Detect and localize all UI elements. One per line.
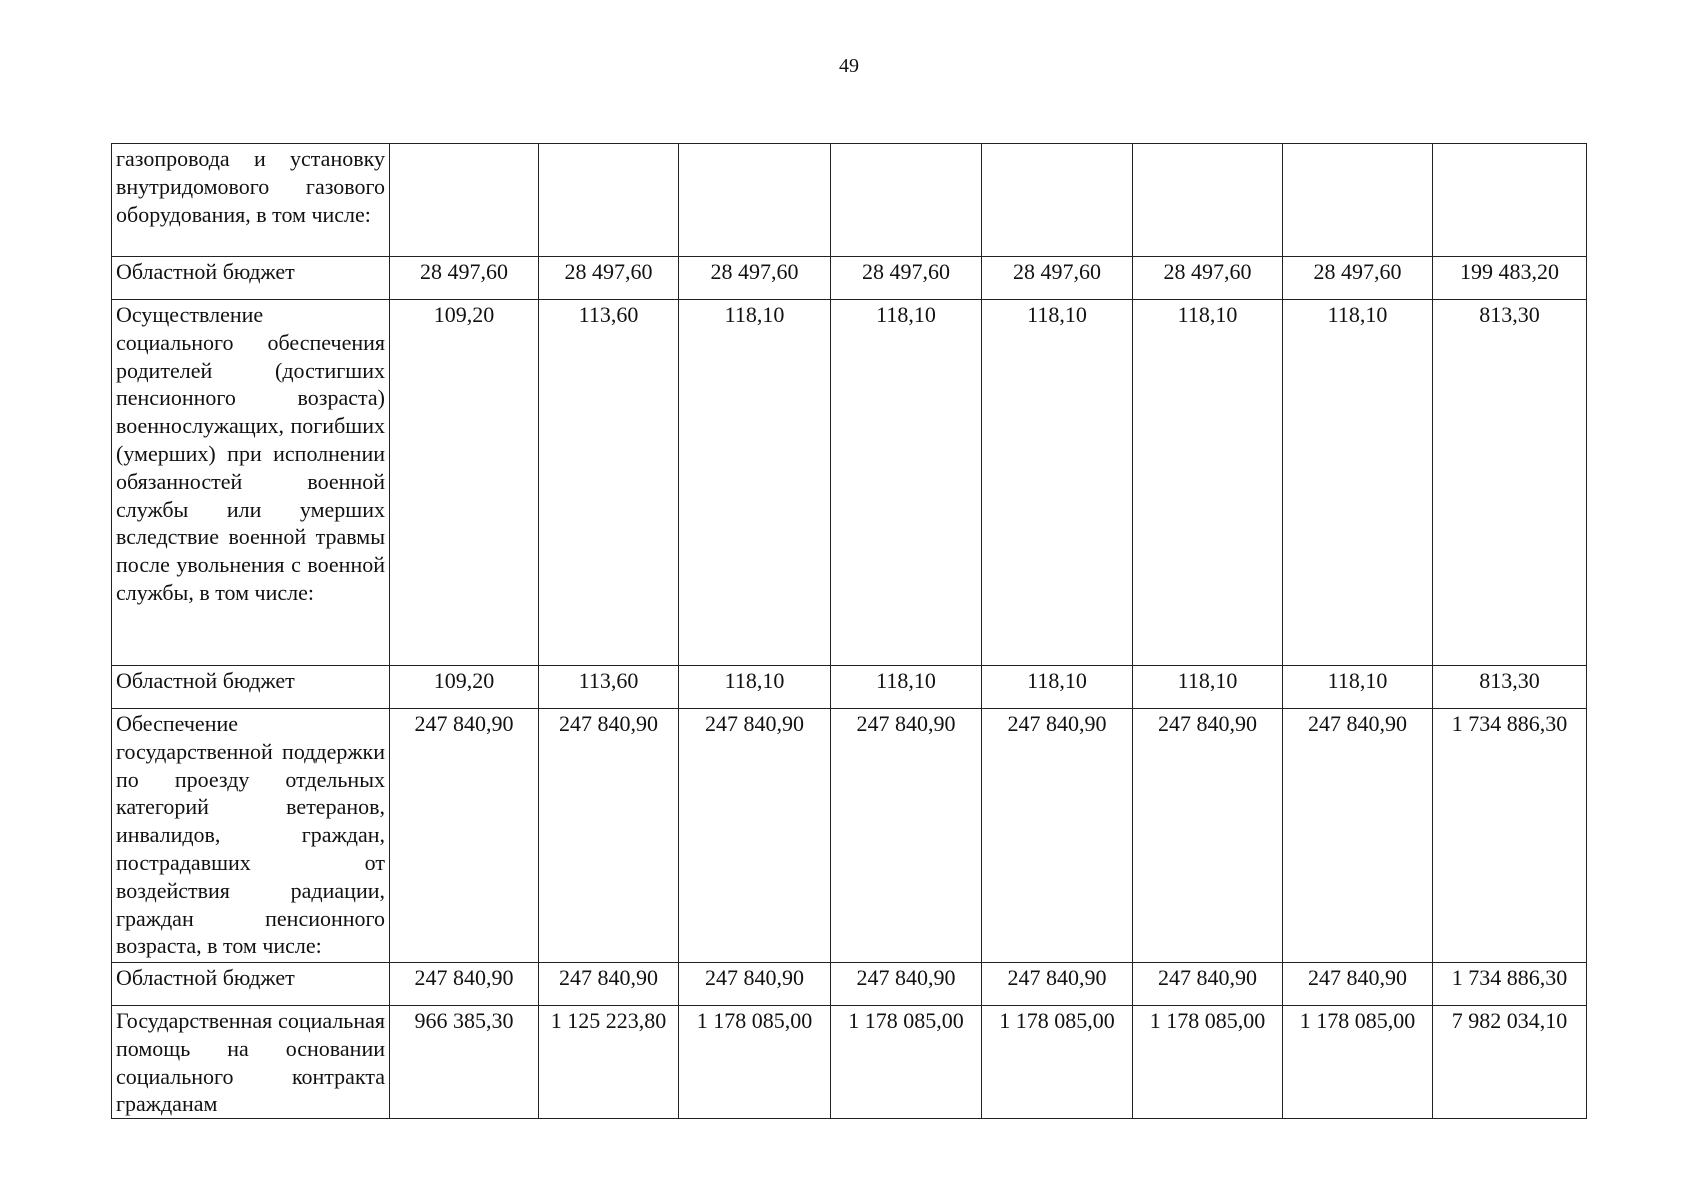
- total-cell: 813,30: [1433, 666, 1587, 709]
- value-cell: 1 178 085,00: [1133, 1006, 1283, 1119]
- value-cell: 247 840,90: [1133, 963, 1283, 1006]
- value-cell: 247 840,90: [982, 709, 1133, 963]
- value-cell: 28 497,60: [831, 257, 982, 300]
- value-cell: [390, 144, 539, 257]
- value-cell: 109,20: [390, 300, 539, 666]
- table-row: [112, 144, 1587, 257]
- table-row: [112, 300, 1587, 666]
- value-cell: 247 840,90: [1133, 709, 1283, 963]
- value-cell: 247 840,90: [831, 963, 982, 1006]
- row-description: Областной бюджет: [112, 963, 390, 1006]
- row-description: Осуществление социального обеспечения родителей (достигших пенсионного возраста) военнослужащих, погибших (умерших) при исполнении обязанностей военной службы или умерших вследствие военной травмы после увольнения с военной службы, в том числе:: [112, 300, 390, 666]
- value-cell: 118,10: [1133, 666, 1283, 709]
- value-cell: 118,10: [831, 666, 982, 709]
- value-cell: 28 497,60: [539, 257, 679, 300]
- total-cell: 199 483,20: [1433, 257, 1587, 300]
- table-row: [112, 1006, 1587, 1119]
- value-cell: [1133, 144, 1283, 257]
- value-cell: 1 178 085,00: [982, 1006, 1133, 1119]
- page-number: 49: [839, 55, 859, 77]
- value-cell: 247 840,90: [539, 709, 679, 963]
- value-cell: 118,10: [1283, 300, 1433, 666]
- value-cell: 247 840,90: [982, 963, 1133, 1006]
- total-cell: [1433, 144, 1587, 257]
- value-cell: 109,20: [390, 666, 539, 709]
- total-cell: 1 734 886,30: [1433, 963, 1587, 1006]
- value-cell: 113,60: [539, 300, 679, 666]
- value-cell: 1 178 085,00: [831, 1006, 982, 1119]
- value-cell: [831, 144, 982, 257]
- value-cell: 118,10: [679, 666, 831, 709]
- value-cell: 28 497,60: [390, 257, 539, 300]
- value-cell: 247 840,90: [539, 963, 679, 1006]
- value-cell: 247 840,90: [679, 963, 831, 1006]
- value-cell: 28 497,60: [1133, 257, 1283, 300]
- total-cell: 7 982 034,10: [1433, 1006, 1587, 1119]
- value-cell: 28 497,60: [982, 257, 1133, 300]
- value-cell: [982, 144, 1133, 257]
- table-row: [112, 963, 1587, 1006]
- value-cell: [679, 144, 831, 257]
- value-cell: 28 497,60: [679, 257, 831, 300]
- value-cell: 247 840,90: [1283, 963, 1433, 1006]
- value-cell: 118,10: [982, 666, 1133, 709]
- budget-table: [111, 143, 1587, 1119]
- value-cell: 113,60: [539, 666, 679, 709]
- value-cell: 28 497,60: [1283, 257, 1433, 300]
- value-cell: 1 178 085,00: [1283, 1006, 1433, 1119]
- total-cell: 1 734 886,30: [1433, 709, 1587, 963]
- row-description: Областной бюджет: [112, 666, 390, 709]
- value-cell: [539, 144, 679, 257]
- value-cell: 247 840,90: [390, 963, 539, 1006]
- row-description: Областной бюджет: [112, 257, 390, 300]
- value-cell: 247 840,90: [831, 709, 982, 963]
- value-cell: 966 385,30: [390, 1006, 539, 1119]
- row-description: Государственная социальная помощь на основании социального контракта гражданам: [112, 1006, 390, 1119]
- value-cell: 118,10: [831, 300, 982, 666]
- total-cell: 813,30: [1433, 300, 1587, 666]
- value-cell: 1 178 085,00: [679, 1006, 831, 1119]
- row-description: Обеспечение государственной поддержки по проезду отдельных категорий ветеранов, инвалидов, граждан, пострадавших от воздействия радиации, граждан пенсионного возраста, в том числе:: [112, 709, 390, 963]
- value-cell: 118,10: [679, 300, 831, 666]
- table-row: [112, 709, 1587, 963]
- value-cell: [1283, 144, 1433, 257]
- value-cell: 118,10: [1283, 666, 1433, 709]
- table-row: [112, 257, 1587, 300]
- table-row: [112, 666, 1587, 709]
- value-cell: 247 840,90: [679, 709, 831, 963]
- row-description: газопровода и установку внутридомового газового оборудования, в том числе:: [112, 144, 390, 257]
- value-cell: 118,10: [982, 300, 1133, 666]
- value-cell: 118,10: [1133, 300, 1283, 666]
- value-cell: 247 840,90: [1283, 709, 1433, 963]
- value-cell: 247 840,90: [390, 709, 539, 963]
- value-cell: 1 125 223,80: [539, 1006, 679, 1119]
